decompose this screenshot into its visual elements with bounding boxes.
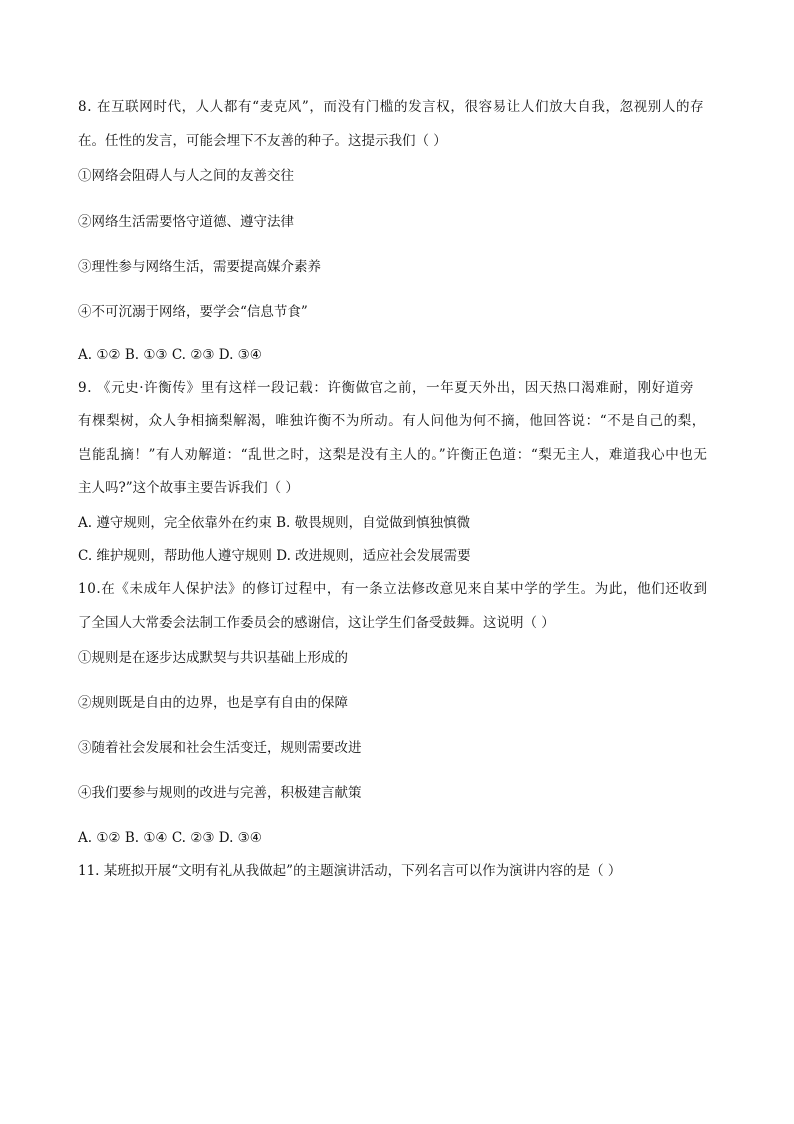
question-8-answers: A. ①② B. ①③ C. ②③ D. ③④ — [78, 347, 262, 363]
question-10-answers: A. ①② B. ①④ C. ②③ D. ③④ — [78, 830, 262, 846]
question-9-stem-line-1: 9. 《元史·许衡传》里有这样一段记载：许衡做官之前，一年夏天外出，因天热口渴难耐，刚好道旁 — [78, 380, 695, 396]
question-8-stem-line-1: 8. 在互联网时代，人人都有“麦克风”，而没有门槛的发言权，很容易让人们放大自我，忽视别人的存 — [78, 99, 705, 115]
question-9-stem-line-3: 岂能乱摘！”有人劝解道：“乱世之时，这梨是没有主人的。”许衡正色道：“梨无主人，难道我心中也无 — [78, 447, 708, 463]
question-8-option-3: ③理性参与网络生活，需要提高媒介素养 — [78, 259, 321, 275]
question-8-option-2: ②网络生活需要恪守道德、遵守法律 — [78, 214, 294, 230]
question-9-stem-line-2: 有棵梨树，众人争相摘梨解渴，唯独许衡不为所动。有人问他为何不摘，他回答说：“不是自己的梨， — [78, 413, 706, 429]
question-11-stem: 11. 某班拟开展“文明有礼从我做起”的主题演讲活动，下列名言可以作为演讲内容的是（ ） — [78, 863, 622, 879]
question-9-answers-line-2: C. 维护规则，帮助他人遵守规则 D. 改进规则，适应社会发展需要 — [78, 548, 471, 564]
question-10-option-4: ④我们要参与规则的改进与完善，积极建言献策 — [78, 785, 362, 801]
question-10-option-2: ②规则既是自由的边界，也是享有自由的保障 — [78, 695, 348, 711]
question-10-stem-line-2: 了全国人大常委会法制工作委员会的感谢信，这让学生们备受鼓舞。这说明（ ） — [78, 615, 555, 631]
question-10-option-3: ③随着社会发展和社会生活变迁，规则需要改进 — [78, 740, 362, 756]
question-8-option-4: ④不可沉溺于网络，要学会“信息节食” — [78, 304, 308, 320]
question-10-option-1: ①规则是在逐步达成默契与共识基础上形成的 — [78, 650, 348, 666]
question-9-stem-line-4: 主人吗?”这个故事主要告诉我们（ ） — [78, 480, 299, 496]
question-8-option-1: ①网络会阻碍人与人之间的友善交往 — [78, 168, 294, 184]
question-10-stem-line-1: 10.在《未成年人保护法》的修订过程中，有一条立法修改意见来自某中学的学生。为此，他们还收到 — [78, 581, 708, 597]
question-9-answers-line-1: A. 遵守规则，完全依靠外在约束 B. 敬畏规则，自觉做到慎独慎微 — [78, 515, 471, 531]
question-8-stem-line-2: 在。任性的发言，可能会埋下不友善的种子。这提示我们（ ） — [78, 133, 447, 149]
